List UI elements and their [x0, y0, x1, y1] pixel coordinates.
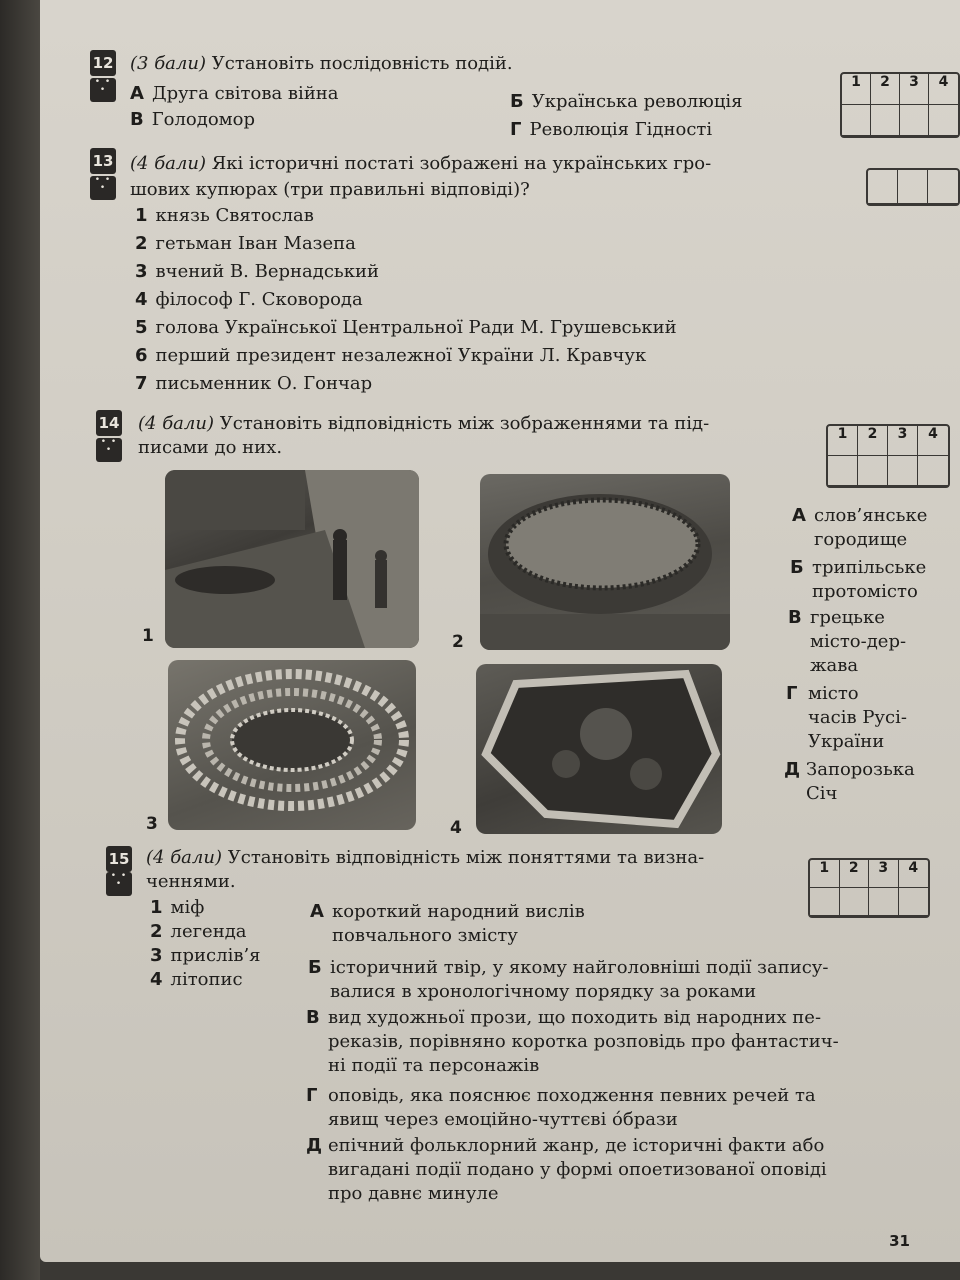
q13-option-3: 3 вчений В. Вернадський [135, 261, 379, 282]
answer-cell[interactable] [869, 888, 899, 916]
photo-rus-city [476, 664, 722, 834]
q12-option-g: Г Революція Гідності [510, 119, 713, 140]
q15-answer-grid[interactable] [808, 858, 930, 918]
q15-def-d: Д епічний фольклорний жанр, де історичні факти або вигадані події подано у формі опоетизованої оповіді про давнє минуле [306, 1135, 827, 1204]
q12-answer-grid[interactable] [840, 72, 960, 138]
answer-cell[interactable] [900, 105, 929, 136]
photo-label-1: 1 [142, 626, 154, 646]
difficulty-dots-icon: • • • [96, 438, 122, 462]
grid-header: 1 [828, 426, 858, 456]
photo-label-2: 2 [452, 632, 464, 652]
answer-cell[interactable] [810, 888, 840, 916]
q13-option-1: 1 князь Святослав [135, 205, 314, 226]
q12-points: (3 бали) [130, 53, 206, 74]
difficulty-dots-icon: • • • [90, 176, 116, 200]
q15-def-g: Г оповідь, яка пояснює походження певних речей та явищ через емоційно-чуттєві óбрази [306, 1085, 816, 1130]
photo-slavic-hillfort [480, 474, 730, 650]
answer-cell[interactable] [858, 456, 888, 486]
difficulty-dots-icon: • • • [106, 872, 132, 896]
grid-header: 2 [858, 426, 888, 456]
q13-answer-grid[interactable] [866, 168, 960, 206]
q13-stem-line2: шових купюрах (три правильні відповіді)? [130, 179, 530, 200]
q14-stem-line1: (4 бали) Установіть відповідність між зображеннями та під- [138, 413, 710, 434]
answer-cell[interactable] [929, 105, 958, 136]
q12-text: Установіть послідовність подій. [211, 53, 513, 74]
q15-term-3: 3 прислів’я [150, 945, 261, 966]
q15-def-v: В вид художньої прози, що походить від народних пе- реказів, порівняно коротка розповідь про фантастич- ні події та персонажів [306, 1007, 839, 1076]
question-number-12: 12 [90, 50, 116, 76]
q14-answer-a: А слов’янське городище [792, 505, 928, 550]
q14-stem-line2: писами до них. [138, 437, 283, 458]
grid-header: 4 [918, 426, 948, 456]
q14-answer-grid[interactable] [826, 424, 950, 488]
q14-answer-v: В грецьке місто-дер- жава [788, 607, 907, 676]
difficulty-dots-icon: • • • [90, 78, 116, 102]
q12-option-a: А Друга світова війна [130, 83, 339, 104]
book-gutter [0, 0, 40, 1280]
grid-header: 3 [869, 860, 899, 888]
photo-greek-city-street [165, 470, 419, 648]
q15-term-1: 1 міф [150, 897, 205, 918]
q15-term-2: 2 легенда [150, 921, 247, 942]
answer-cell[interactable] [871, 105, 900, 136]
q13-option-5: 5 голова Української Центральної Ради М. Грушевський [135, 317, 677, 338]
q13-stem-line1: (4 бали) Які історичні постаті зображені на українських гро- [130, 153, 712, 174]
photo-trypillian-protocity [168, 660, 416, 830]
grid-header: 3 [888, 426, 918, 456]
q12-stem [130, 52, 513, 76]
q14-answer-d: Д Запорозька Січ [784, 759, 915, 804]
q13-option-4: 4 філософ Г. Сковорода [135, 289, 363, 310]
answer-cell[interactable] [840, 888, 870, 916]
q15-def-b: Б історичний твір, у якому найголовніші події запису- валися в хронологічному порядку за роками [308, 957, 829, 1002]
q15-stem-line1: (4 бали) Установіть відповідність між поняттями та визна- [146, 847, 705, 868]
answer-cell[interactable] [899, 888, 929, 916]
photo-label-3: 3 [146, 814, 158, 834]
answer-cell[interactable] [918, 456, 948, 486]
grid-header: 3 [900, 74, 929, 105]
question-number-15: 15 [106, 846, 132, 872]
q14-answer-b: Б трипільське протомісто [790, 557, 927, 602]
q14-answer-g: Г місто часів Русі- України [786, 683, 907, 752]
q12-option-b: Б Українська революція [510, 91, 743, 112]
grid-header: 4 [899, 860, 929, 888]
grid-header: 2 [840, 860, 870, 888]
answer-cell[interactable] [842, 105, 871, 136]
q13-option-7: 7 письменник О. Гончар [135, 373, 373, 394]
answer-cell[interactable] [868, 170, 898, 204]
grid-header: 2 [871, 74, 900, 105]
answer-cell[interactable] [828, 456, 858, 486]
q15-stem-line2: ченнями. [146, 871, 236, 892]
grid-header: 1 [842, 74, 871, 105]
q12-option-v: В Голодомор [130, 109, 256, 130]
question-number-13: 13 [90, 148, 116, 174]
answer-cell[interactable] [888, 456, 918, 486]
photo-label-4: 4 [450, 818, 462, 838]
q13-option-6: 6 перший президент незалежної України Л. Кравчук [135, 345, 647, 366]
answer-cell[interactable] [898, 170, 928, 204]
answer-cell[interactable] [928, 170, 958, 204]
q15-def-a: А короткий народний вислів повчального змісту [310, 901, 585, 946]
q15-term-4: 4 літопис [150, 969, 243, 990]
grid-header: 4 [929, 74, 958, 105]
q13-option-2: 2 гетьман Іван Мазепа [135, 233, 356, 254]
question-number-14: 14 [96, 410, 122, 436]
page-number: 31 [889, 1232, 910, 1250]
grid-header: 1 [810, 860, 840, 888]
